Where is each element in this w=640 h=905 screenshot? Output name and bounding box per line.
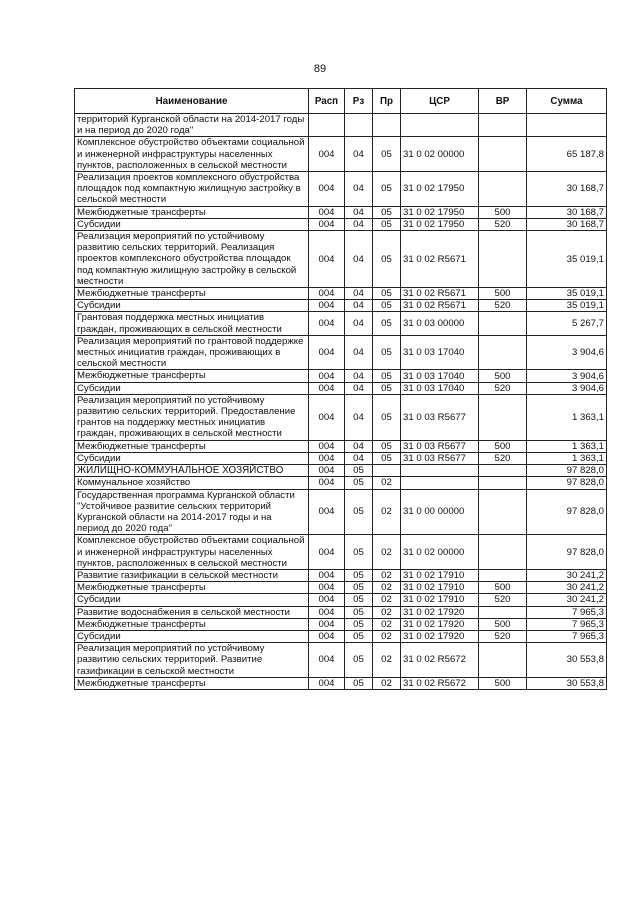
cell-name: Межбюджетные трансферты [75, 288, 309, 300]
cell-csr: 31 0 03 R5677 [401, 394, 479, 440]
cell-rz: 04 [345, 335, 373, 370]
cell-sum: 30 553,8 [527, 677, 607, 689]
cell-csr: 31 0 02 17910 [401, 569, 479, 581]
cell-pr: 05 [373, 370, 401, 382]
cell-sum: 35 019,1 [527, 300, 607, 312]
cell-sum: 30 553,8 [527, 643, 607, 678]
cell-pr: 05 [373, 288, 401, 300]
header-name: Наименование [75, 89, 309, 114]
cell-sum: 7 965,3 [527, 630, 607, 642]
header-rasp: Расп [309, 89, 345, 114]
cell-rz: 05 [345, 677, 373, 689]
cell-name: Межбюджетные трансферты [75, 206, 309, 218]
cell-pr: 05 [373, 452, 401, 464]
cell-vr [479, 312, 527, 335]
cell-rasp: 004 [309, 382, 345, 394]
cell-vr: 520 [479, 452, 527, 464]
cell-csr: 31 0 00 00000 [401, 489, 479, 535]
cell-vr: 520 [479, 382, 527, 394]
table-row [75, 606, 607, 618]
cell-sum: 30 168,7 [527, 206, 607, 218]
cell-rasp: 004 [309, 440, 345, 452]
table-row [75, 594, 607, 606]
table-row [75, 440, 607, 452]
cell-csr: 31 0 02 R5671 [401, 300, 479, 312]
table-row [75, 489, 607, 535]
cell-sum: 97 828,0 [527, 465, 607, 477]
cell-name: Субсидии [75, 594, 309, 606]
cell-sum: 97 828,0 [527, 535, 607, 570]
cell-name: Реализация мероприятий по устойчивому развитию сельских территорий. Предоставление грантов на поддержку местных инициатив граждан, проживающих в сельской местности [75, 394, 309, 440]
cell-pr: 05 [373, 335, 401, 370]
cell-rz: 05 [345, 477, 373, 489]
cell-sum: 3 904,6 [527, 335, 607, 370]
cell-rz: 05 [345, 489, 373, 535]
cell-csr: 31 0 02 17950 [401, 206, 479, 218]
cell-rasp: 004 [309, 582, 345, 594]
cell-vr [479, 477, 527, 489]
cell-rasp: 004 [309, 137, 345, 172]
table-row [75, 382, 607, 394]
cell-name: Субсидии [75, 382, 309, 394]
cell-csr: 31 0 02 R5672 [401, 643, 479, 678]
cell-csr: 31 0 02 R5672 [401, 677, 479, 689]
cell-rasp: 004 [309, 618, 345, 630]
cell-rz [345, 114, 373, 137]
cell-rasp: 004 [309, 300, 345, 312]
cell-pr: 05 [373, 218, 401, 230]
cell-sum: 5 267,7 [527, 312, 607, 335]
cell-csr [401, 465, 479, 477]
cell-pr: 02 [373, 630, 401, 642]
cell-name: Субсидии [75, 218, 309, 230]
cell-name: Реализация мероприятий по устойчивому развитию сельских территорий. Реализация проектов комплексного обустройства площадок под компактную жилищную застройку в сельской местности [75, 231, 309, 288]
table-row [75, 582, 607, 594]
cell-rz: 05 [345, 643, 373, 678]
cell-vr [479, 569, 527, 581]
table-row [75, 312, 607, 335]
table-row [75, 643, 607, 678]
cell-rasp: 004 [309, 465, 345, 477]
cell-rz: 04 [345, 288, 373, 300]
cell-pr: 05 [373, 312, 401, 335]
cell-rasp: 004 [309, 452, 345, 464]
cell-vr: 520 [479, 630, 527, 642]
cell-rz: 05 [345, 535, 373, 570]
cell-vr: 520 [479, 218, 527, 230]
cell-rz: 04 [345, 206, 373, 218]
table-row [75, 569, 607, 581]
header-pr: Пр [373, 89, 401, 114]
cell-rasp [309, 114, 345, 137]
cell-vr: 500 [479, 582, 527, 594]
table-row [75, 370, 607, 382]
cell-csr: 31 0 03 00000 [401, 312, 479, 335]
table-row [75, 137, 607, 172]
table-row [75, 218, 607, 230]
cell-name: Субсидии [75, 452, 309, 464]
cell-rasp: 004 [309, 218, 345, 230]
cell-rasp: 004 [309, 569, 345, 581]
cell-rz: 04 [345, 172, 373, 207]
table-row [75, 677, 607, 689]
cell-vr: 500 [479, 677, 527, 689]
page-number: 89 [313, 63, 327, 75]
cell-vr [479, 643, 527, 678]
cell-rasp: 004 [309, 172, 345, 207]
table-row [75, 300, 607, 312]
cell-rz: 04 [345, 312, 373, 335]
cell-rz: 04 [345, 382, 373, 394]
cell-rasp: 004 [309, 370, 345, 382]
cell-sum: 30 168,7 [527, 218, 607, 230]
cell-name: Грантовая поддержка местных инициатив граждан, проживающих в сельской местности [75, 312, 309, 335]
cell-rz: 04 [345, 394, 373, 440]
cell-vr: 500 [479, 440, 527, 452]
cell-rz: 04 [345, 300, 373, 312]
cell-sum: 1 363,1 [527, 394, 607, 440]
cell-csr: 31 0 02 17920 [401, 630, 479, 642]
cell-name: Межбюджетные трансферты [75, 370, 309, 382]
cell-rz: 05 [345, 594, 373, 606]
table-row [75, 630, 607, 642]
cell-pr: 05 [373, 382, 401, 394]
cell-rasp: 004 [309, 489, 345, 535]
cell-pr: 05 [373, 231, 401, 288]
cell-csr: 31 0 03 R5677 [401, 452, 479, 464]
cell-rasp: 004 [309, 630, 345, 642]
cell-sum: 97 828,0 [527, 477, 607, 489]
cell-rz: 04 [345, 231, 373, 288]
cell-sum: 3 904,6 [527, 370, 607, 382]
cell-pr: 02 [373, 569, 401, 581]
cell-pr: 02 [373, 582, 401, 594]
cell-rz: 04 [345, 370, 373, 382]
cell-sum: 30 168,7 [527, 172, 607, 207]
table-row [75, 465, 607, 477]
cell-pr: 02 [373, 677, 401, 689]
cell-csr: 31 0 03 17040 [401, 382, 479, 394]
table-header-row [75, 89, 607, 114]
cell-rz: 05 [345, 582, 373, 594]
cell-vr: 500 [479, 288, 527, 300]
cell-pr [373, 114, 401, 137]
cell-csr: 31 0 02 17910 [401, 582, 479, 594]
cell-rz: 05 [345, 606, 373, 618]
cell-pr: 05 [373, 206, 401, 218]
cell-csr: 31 0 02 00000 [401, 137, 479, 172]
cell-name: Государственная программа Курганской области "Устойчивое развитие сельских территорий Курганской области на 2014-2017 годы и на период до 2020 года" [75, 489, 309, 535]
cell-vr: 500 [479, 618, 527, 630]
cell-rasp: 004 [309, 335, 345, 370]
cell-sum: 35 019,1 [527, 231, 607, 288]
cell-csr: 31 0 02 17950 [401, 172, 479, 207]
table-row [75, 394, 607, 440]
table-row [75, 231, 607, 288]
cell-name: Реализация мероприятий по устойчивому развитию сельских территорий. Развитие газификации в сельской местности [75, 643, 309, 678]
cell-name: Субсидии [75, 300, 309, 312]
cell-vr: 500 [479, 206, 527, 218]
cell-csr [401, 114, 479, 137]
cell-rasp: 004 [309, 535, 345, 570]
table-row [75, 452, 607, 464]
cell-pr: 02 [373, 594, 401, 606]
cell-rz: 04 [345, 137, 373, 172]
cell-sum: 35 019,1 [527, 288, 607, 300]
cell-vr: 520 [479, 594, 527, 606]
cell-vr [479, 335, 527, 370]
cell-csr: 31 0 02 R5671 [401, 231, 479, 288]
cell-sum: 30 241,2 [527, 569, 607, 581]
cell-sum: 7 965,3 [527, 606, 607, 618]
cell-csr: 31 0 02 17950 [401, 218, 479, 230]
cell-rz: 05 [345, 569, 373, 581]
cell-pr: 02 [373, 643, 401, 678]
table-row [75, 114, 607, 137]
budget-table [74, 88, 607, 690]
cell-vr [479, 172, 527, 207]
cell-pr: 02 [373, 489, 401, 535]
cell-name: Развитие водоснабжения в сельской местности [75, 606, 309, 618]
cell-name: Межбюджетные трансферты [75, 618, 309, 630]
cell-csr: 31 0 03 17040 [401, 370, 479, 382]
cell-pr: 05 [373, 137, 401, 172]
cell-rz: 05 [345, 618, 373, 630]
header-sum: Сумма [527, 89, 607, 114]
cell-rasp: 004 [309, 394, 345, 440]
cell-rasp: 004 [309, 606, 345, 618]
cell-rasp: 004 [309, 288, 345, 300]
cell-pr: 05 [373, 172, 401, 207]
cell-sum: 3 904,6 [527, 382, 607, 394]
cell-rz: 05 [345, 630, 373, 642]
cell-rasp: 004 [309, 594, 345, 606]
cell-vr: 500 [479, 370, 527, 382]
table-row [75, 288, 607, 300]
cell-name: территорий Курганской области на 2014-2017 годы и на период до 2020 года" [75, 114, 309, 137]
cell-rasp: 004 [309, 677, 345, 689]
cell-csr: 31 0 02 00000 [401, 535, 479, 570]
cell-sum: 30 241,2 [527, 582, 607, 594]
table-row [75, 618, 607, 630]
cell-vr [479, 137, 527, 172]
cell-pr: 05 [373, 394, 401, 440]
cell-pr: 02 [373, 477, 401, 489]
cell-rasp: 004 [309, 477, 345, 489]
cell-name: Межбюджетные трансферты [75, 440, 309, 452]
cell-name: Развитие газификации в сельской местности [75, 569, 309, 581]
cell-csr: 31 0 02 17920 [401, 618, 479, 630]
table-row [75, 335, 607, 370]
cell-name: Межбюджетные трансферты [75, 677, 309, 689]
cell-sum: 97 828,0 [527, 489, 607, 535]
header-vr: ВР [479, 89, 527, 114]
cell-name: Коммунальное хозяйство [75, 477, 309, 489]
cell-rasp: 004 [309, 643, 345, 678]
cell-csr: 31 0 02 R5671 [401, 288, 479, 300]
cell-name: Межбюджетные трансферты [75, 582, 309, 594]
cell-pr: 05 [373, 440, 401, 452]
cell-pr: 02 [373, 618, 401, 630]
cell-vr [479, 114, 527, 137]
cell-csr: 31 0 02 17910 [401, 594, 479, 606]
table-row [75, 535, 607, 570]
cell-name: Реализация мероприятий по грантовой поддержке местных инициатив граждан, проживающих в сельской местности [75, 335, 309, 370]
cell-sum: 30 241,2 [527, 594, 607, 606]
cell-name: Субсидии [75, 630, 309, 642]
cell-vr [479, 394, 527, 440]
cell-csr [401, 477, 479, 489]
cell-rasp: 004 [309, 231, 345, 288]
cell-name: Реализация проектов комплексного обустройства площадок под компактную жилищную застройку в сельской местности [75, 172, 309, 207]
cell-csr: 31 0 03 17040 [401, 335, 479, 370]
cell-vr [479, 606, 527, 618]
cell-csr: 31 0 02 17920 [401, 606, 479, 618]
cell-vr: 520 [479, 300, 527, 312]
cell-vr [479, 535, 527, 570]
cell-vr [479, 231, 527, 288]
cell-pr: 02 [373, 606, 401, 618]
header-csr: ЦСР [401, 89, 479, 114]
header-rz: Рз [345, 89, 373, 114]
cell-name: Комплексное обустройство объектами социальной и инженерной инфраструктуры населенных пунктов, расположенных в сельской местности [75, 137, 309, 172]
cell-pr: 02 [373, 535, 401, 570]
table-row [75, 477, 607, 489]
cell-sum: 7 965,3 [527, 618, 607, 630]
cell-vr [479, 489, 527, 535]
cell-rz: 04 [345, 452, 373, 464]
cell-sum [527, 114, 607, 137]
cell-rz: 04 [345, 440, 373, 452]
cell-rz: 05 [345, 465, 373, 477]
cell-rz: 04 [345, 218, 373, 230]
table-row [75, 172, 607, 207]
cell-pr: 05 [373, 300, 401, 312]
cell-sum: 1 363,1 [527, 440, 607, 452]
cell-name: Комплексное обустройство объектами социальной и инженерной инфраструктуры населенных пунктов, расположенных в сельской местности [75, 535, 309, 570]
cell-rasp: 004 [309, 312, 345, 335]
cell-pr [373, 465, 401, 477]
cell-sum: 65 187,8 [527, 137, 607, 172]
cell-csr: 31 0 03 R5677 [401, 440, 479, 452]
cell-rasp: 004 [309, 206, 345, 218]
table-row [75, 206, 607, 218]
cell-sum: 1 363,1 [527, 452, 607, 464]
cell-vr [479, 465, 527, 477]
cell-name: ЖИЛИЩНО-КОММУНАЛЬНОЕ ХОЗЯЙСТВО [75, 465, 309, 477]
